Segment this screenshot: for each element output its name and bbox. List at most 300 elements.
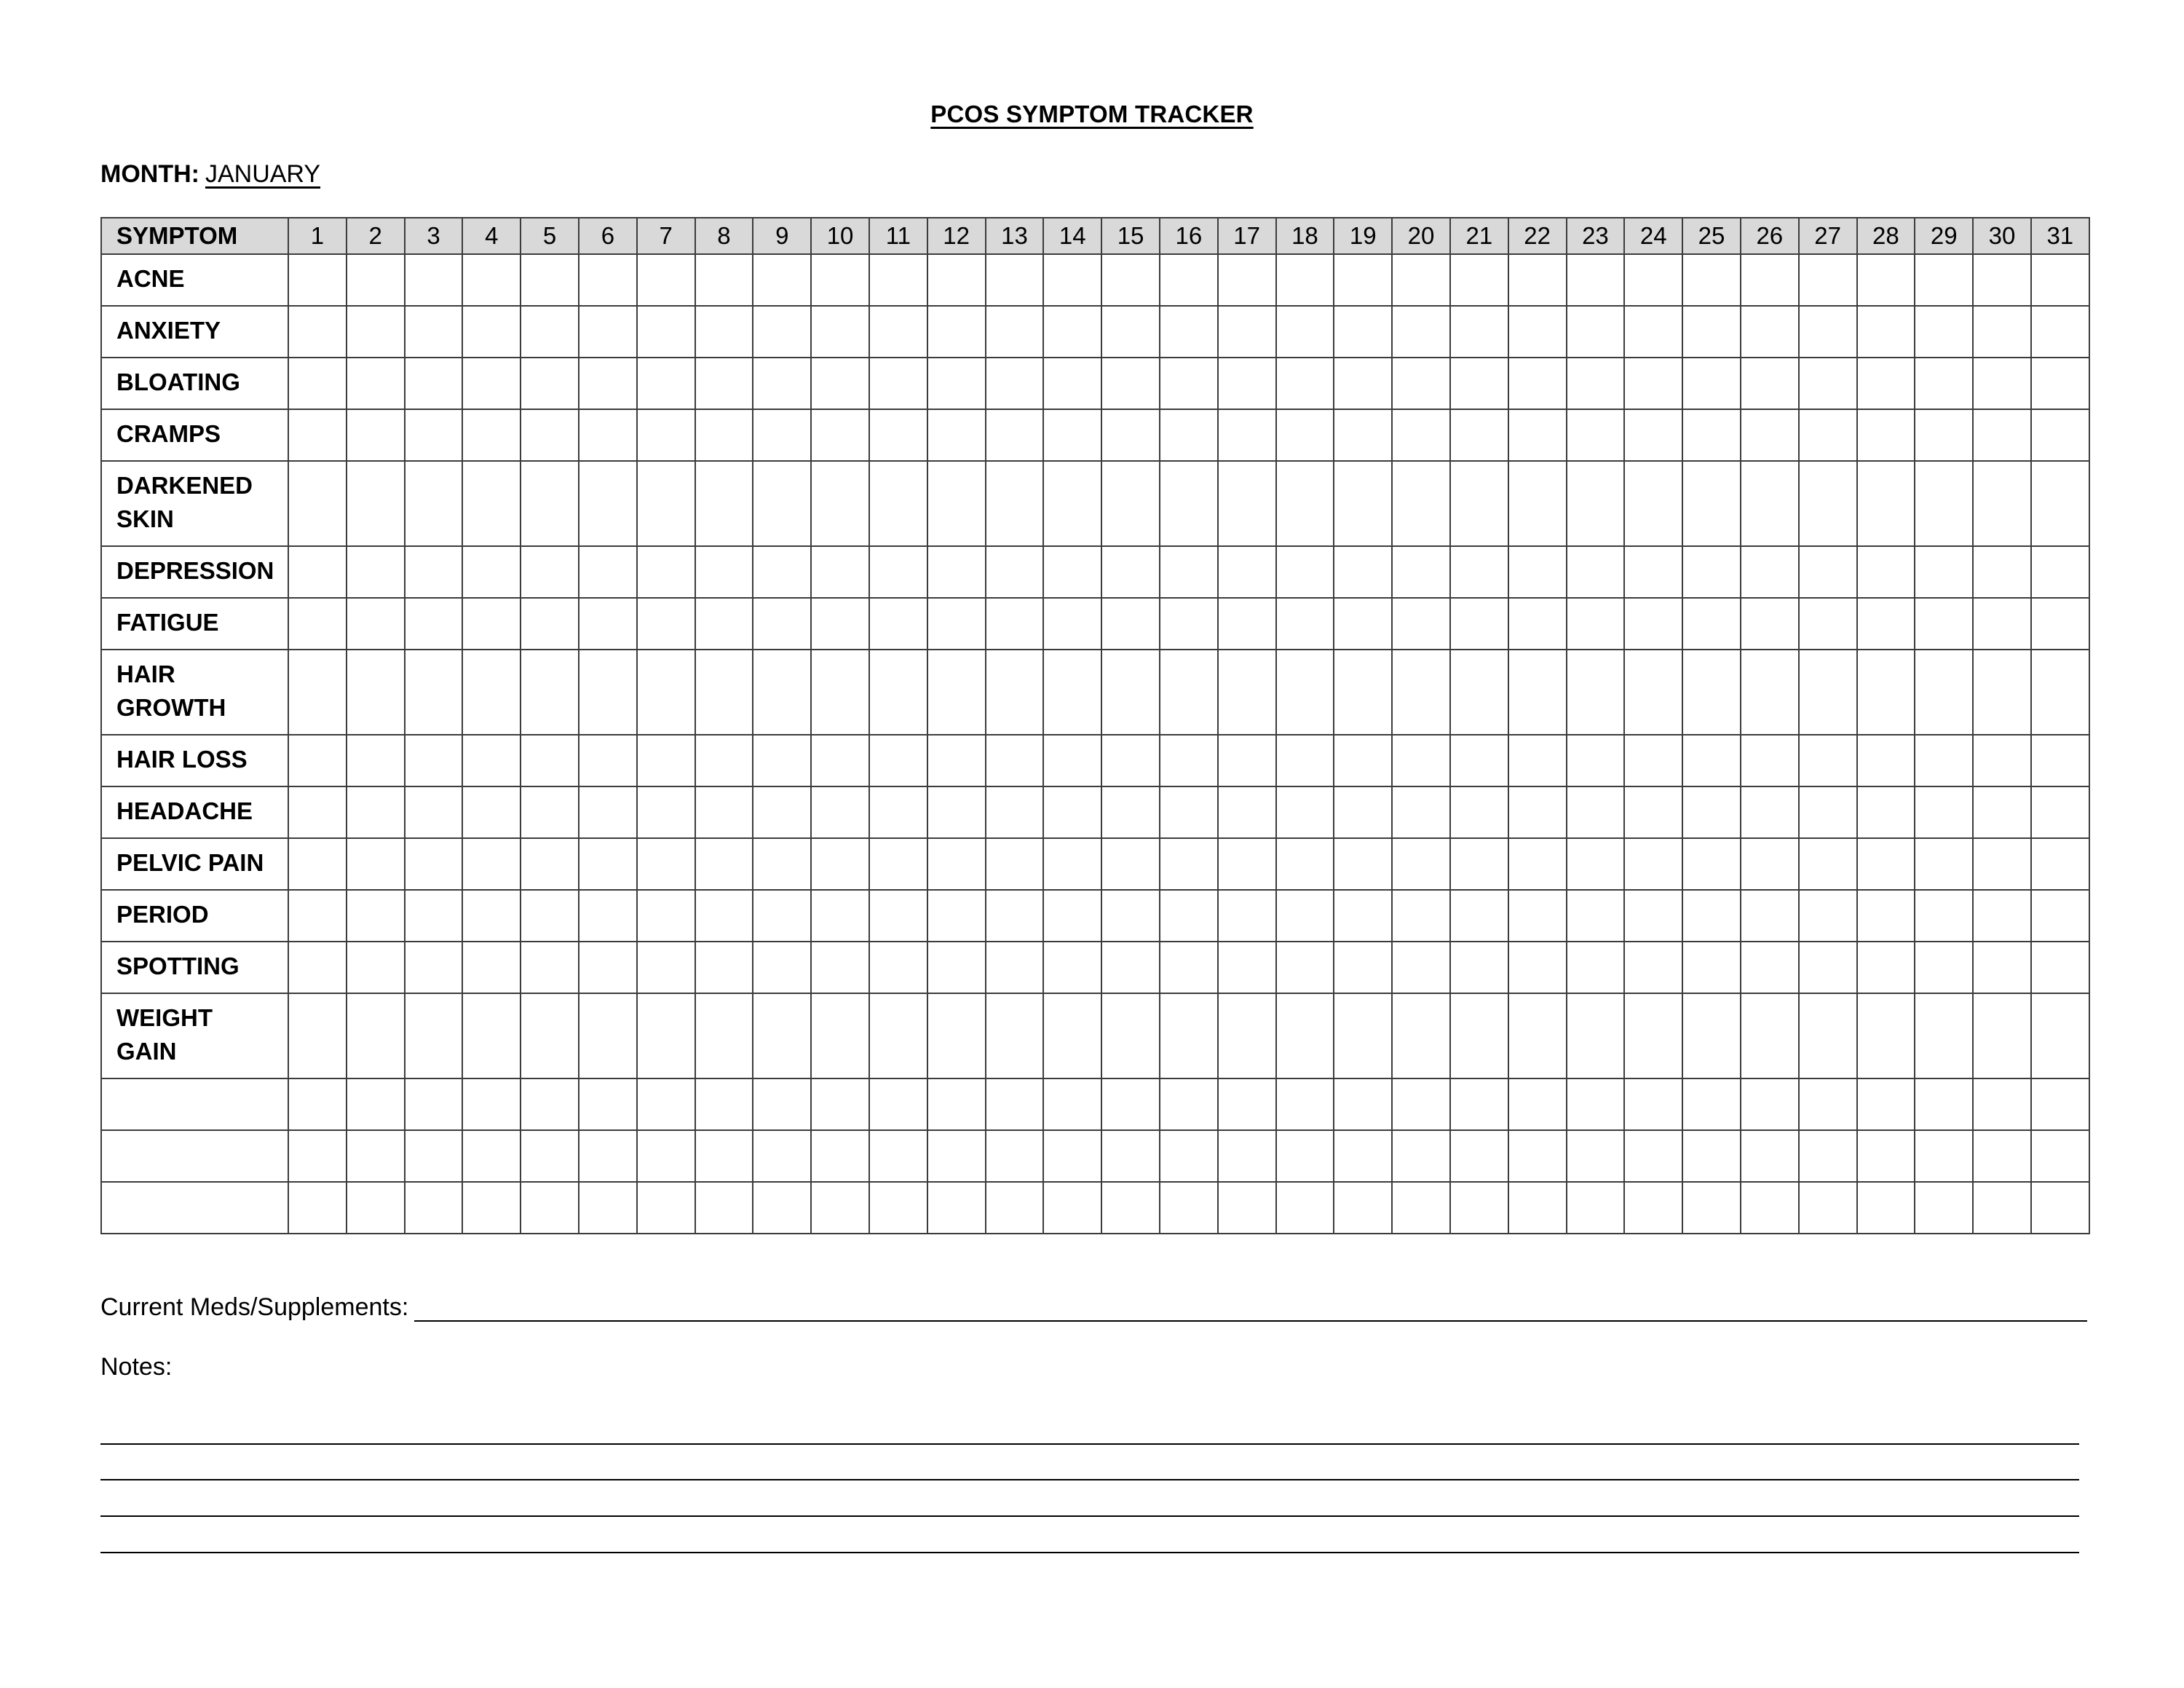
day-cell[interactable]	[1682, 1130, 1741, 1182]
day-cell[interactable]	[1043, 650, 1101, 735]
day-cell[interactable]	[579, 461, 637, 546]
day-cell[interactable]	[1276, 650, 1334, 735]
day-cell[interactable]	[1160, 1078, 1218, 1130]
day-cell[interactable]	[637, 1182, 695, 1234]
day-cell[interactable]	[1450, 735, 1508, 786]
day-cell[interactable]	[1624, 461, 1682, 546]
day-cell[interactable]	[1450, 461, 1508, 546]
day-cell[interactable]	[1043, 546, 1101, 598]
day-cell[interactable]	[986, 735, 1044, 786]
day-cell[interactable]	[288, 306, 347, 358]
day-cell[interactable]	[1392, 461, 1450, 546]
day-cell[interactable]	[753, 598, 811, 650]
day-cell[interactable]	[1276, 735, 1334, 786]
day-cell[interactable]	[1973, 1182, 2031, 1234]
day-cell[interactable]	[637, 254, 695, 306]
day-cell[interactable]	[695, 1182, 753, 1234]
day-cell[interactable]	[1682, 1078, 1741, 1130]
day-cell[interactable]	[1567, 254, 1625, 306]
day-cell[interactable]	[1043, 598, 1101, 650]
day-cell[interactable]	[1799, 598, 1857, 650]
day-cell[interactable]	[1508, 1078, 1567, 1130]
day-cell[interactable]	[1160, 786, 1218, 838]
day-cell[interactable]	[1973, 890, 2031, 942]
day-cell[interactable]	[1741, 546, 1799, 598]
day-cell[interactable]	[1508, 735, 1567, 786]
day-cell[interactable]	[521, 546, 579, 598]
day-cell[interactable]	[1334, 409, 1392, 461]
day-cell[interactable]	[521, 735, 579, 786]
day-cell[interactable]	[1915, 993, 1973, 1078]
day-cell[interactable]	[1101, 650, 1160, 735]
day-cell[interactable]	[637, 461, 695, 546]
day-cell[interactable]	[1682, 598, 1741, 650]
day-cell[interactable]	[347, 358, 405, 409]
day-cell[interactable]	[753, 890, 811, 942]
day-cell[interactable]	[869, 838, 927, 890]
day-cell[interactable]	[811, 546, 869, 598]
day-cell[interactable]	[1857, 598, 1915, 650]
day-cell[interactable]	[637, 546, 695, 598]
day-cell[interactable]	[1915, 598, 1973, 650]
day-cell[interactable]	[462, 358, 521, 409]
day-cell[interactable]	[2031, 735, 2089, 786]
day-cell[interactable]	[811, 1182, 869, 1234]
day-cell[interactable]	[579, 546, 637, 598]
day-cell[interactable]	[1508, 1182, 1567, 1234]
day-cell[interactable]	[986, 306, 1044, 358]
day-cell[interactable]	[1508, 786, 1567, 838]
day-cell[interactable]	[1392, 1078, 1450, 1130]
day-cell[interactable]	[1508, 1130, 1567, 1182]
day-cell[interactable]	[1160, 358, 1218, 409]
day-cell[interactable]	[1043, 409, 1101, 461]
day-cell[interactable]	[869, 1130, 927, 1182]
day-cell[interactable]	[1276, 993, 1334, 1078]
day-cell[interactable]	[1682, 786, 1741, 838]
day-cell[interactable]	[927, 942, 986, 993]
day-cell[interactable]	[1915, 546, 1973, 598]
day-cell[interactable]	[579, 1078, 637, 1130]
day-cell[interactable]	[1276, 546, 1334, 598]
day-cell[interactable]	[2031, 993, 2089, 1078]
day-cell[interactable]	[2031, 1078, 2089, 1130]
day-cell[interactable]	[1218, 786, 1276, 838]
day-cell[interactable]	[986, 650, 1044, 735]
day-cell[interactable]	[753, 254, 811, 306]
day-cell[interactable]	[927, 546, 986, 598]
day-cell[interactable]	[1915, 461, 1973, 546]
day-cell[interactable]	[521, 1130, 579, 1182]
day-cell[interactable]	[1450, 838, 1508, 890]
day-cell[interactable]	[405, 461, 463, 546]
day-cell[interactable]	[1508, 254, 1567, 306]
day-cell[interactable]	[1915, 358, 1973, 409]
day-cell[interactable]	[1218, 942, 1276, 993]
day-cell[interactable]	[1160, 598, 1218, 650]
day-cell[interactable]	[1334, 942, 1392, 993]
day-cell[interactable]	[462, 735, 521, 786]
day-cell[interactable]	[1799, 735, 1857, 786]
day-cell[interactable]	[1276, 838, 1334, 890]
day-cell[interactable]	[1682, 993, 1741, 1078]
day-cell[interactable]	[1218, 735, 1276, 786]
day-cell[interactable]	[1160, 1130, 1218, 1182]
day-cell[interactable]	[1392, 358, 1450, 409]
day-cell[interactable]	[1799, 890, 1857, 942]
day-cell[interactable]	[1741, 598, 1799, 650]
day-cell[interactable]	[1450, 306, 1508, 358]
day-cell[interactable]	[521, 409, 579, 461]
day-cell[interactable]	[288, 786, 347, 838]
day-cell[interactable]	[1857, 650, 1915, 735]
day-cell[interactable]	[2031, 942, 2089, 993]
symptom-label[interactable]	[101, 1182, 288, 1234]
day-cell[interactable]	[1218, 650, 1276, 735]
day-cell[interactable]	[579, 993, 637, 1078]
day-cell[interactable]	[1741, 409, 1799, 461]
day-cell[interactable]	[927, 650, 986, 735]
day-cell[interactable]	[1334, 838, 1392, 890]
day-cell[interactable]	[2031, 890, 2089, 942]
day-cell[interactable]	[695, 358, 753, 409]
day-cell[interactable]	[1741, 735, 1799, 786]
day-cell[interactable]	[1276, 1078, 1334, 1130]
day-cell[interactable]	[462, 598, 521, 650]
day-cell[interactable]	[347, 838, 405, 890]
day-cell[interactable]	[1741, 358, 1799, 409]
day-cell[interactable]	[405, 546, 463, 598]
day-cell[interactable]	[347, 254, 405, 306]
day-cell[interactable]	[1857, 735, 1915, 786]
day-cell[interactable]	[986, 1182, 1044, 1234]
day-cell[interactable]	[986, 786, 1044, 838]
day-cell[interactable]	[1973, 786, 2031, 838]
day-cell[interactable]	[1450, 1078, 1508, 1130]
day-cell[interactable]	[637, 598, 695, 650]
day-cell[interactable]	[869, 1182, 927, 1234]
day-cell[interactable]	[1218, 838, 1276, 890]
day-cell[interactable]	[695, 254, 753, 306]
day-cell[interactable]	[2031, 358, 2089, 409]
day-cell[interactable]	[637, 650, 695, 735]
day-cell[interactable]	[462, 942, 521, 993]
day-cell[interactable]	[1915, 786, 1973, 838]
day-cell[interactable]	[753, 1130, 811, 1182]
day-cell[interactable]	[1218, 409, 1276, 461]
day-cell[interactable]	[1682, 890, 1741, 942]
day-cell[interactable]	[811, 786, 869, 838]
day-cell[interactable]	[637, 993, 695, 1078]
day-cell[interactable]	[1043, 735, 1101, 786]
day-cell[interactable]	[1682, 838, 1741, 890]
day-cell[interactable]	[1450, 1182, 1508, 1234]
day-cell[interactable]	[579, 358, 637, 409]
day-cell[interactable]	[1450, 1130, 1508, 1182]
day-cell[interactable]	[927, 409, 986, 461]
day-cell[interactable]	[579, 942, 637, 993]
notes-line[interactable]	[100, 1515, 2079, 1517]
day-cell[interactable]	[1624, 786, 1682, 838]
day-cell[interactable]	[1973, 1078, 2031, 1130]
day-cell[interactable]	[753, 650, 811, 735]
day-cell[interactable]	[288, 1182, 347, 1234]
day-cell[interactable]	[1101, 942, 1160, 993]
day-cell[interactable]	[637, 306, 695, 358]
day-cell[interactable]	[986, 461, 1044, 546]
day-cell[interactable]	[405, 786, 463, 838]
day-cell[interactable]	[1973, 546, 2031, 598]
day-cell[interactable]	[1101, 838, 1160, 890]
day-cell[interactable]	[405, 306, 463, 358]
day-cell[interactable]	[288, 461, 347, 546]
day-cell[interactable]	[1741, 786, 1799, 838]
day-cell[interactable]	[1450, 942, 1508, 993]
day-cell[interactable]	[579, 786, 637, 838]
day-cell[interactable]	[1973, 409, 2031, 461]
day-cell[interactable]	[1567, 306, 1625, 358]
day-cell[interactable]	[1160, 942, 1218, 993]
day-cell[interactable]	[753, 306, 811, 358]
day-cell[interactable]	[1101, 786, 1160, 838]
day-cell[interactable]	[1799, 546, 1857, 598]
day-cell[interactable]	[811, 942, 869, 993]
day-cell[interactable]	[1450, 546, 1508, 598]
day-cell[interactable]	[695, 993, 753, 1078]
day-cell[interactable]	[521, 993, 579, 1078]
day-cell[interactable]	[1334, 306, 1392, 358]
notes-line[interactable]	[100, 1443, 2079, 1445]
day-cell[interactable]	[288, 993, 347, 1078]
day-cell[interactable]	[753, 1182, 811, 1234]
day-cell[interactable]	[288, 838, 347, 890]
day-cell[interactable]	[1799, 306, 1857, 358]
day-cell[interactable]	[521, 598, 579, 650]
day-cell[interactable]	[869, 993, 927, 1078]
day-cell[interactable]	[1276, 461, 1334, 546]
day-cell[interactable]	[1973, 358, 2031, 409]
day-cell[interactable]	[811, 358, 869, 409]
day-cell[interactable]	[637, 942, 695, 993]
day-cell[interactable]	[1741, 993, 1799, 1078]
day-cell[interactable]	[811, 838, 869, 890]
day-cell[interactable]	[637, 1078, 695, 1130]
day-cell[interactable]	[1799, 838, 1857, 890]
day-cell[interactable]	[405, 735, 463, 786]
day-cell[interactable]	[405, 890, 463, 942]
day-cell[interactable]	[1567, 358, 1625, 409]
day-cell[interactable]	[1857, 1130, 1915, 1182]
day-cell[interactable]	[1915, 306, 1973, 358]
day-cell[interactable]	[1276, 786, 1334, 838]
day-cell[interactable]	[1799, 1130, 1857, 1182]
symptom-label[interactable]	[101, 1078, 288, 1130]
day-cell[interactable]	[347, 890, 405, 942]
day-cell[interactable]	[869, 942, 927, 993]
day-cell[interactable]	[811, 598, 869, 650]
day-cell[interactable]	[1973, 598, 2031, 650]
day-cell[interactable]	[405, 650, 463, 735]
day-cell[interactable]	[579, 598, 637, 650]
day-cell[interactable]	[927, 461, 986, 546]
day-cell[interactable]	[1160, 409, 1218, 461]
day-cell[interactable]	[1101, 409, 1160, 461]
day-cell[interactable]	[1973, 1130, 2031, 1182]
day-cell[interactable]	[405, 1130, 463, 1182]
day-cell[interactable]	[1624, 650, 1682, 735]
day-cell[interactable]	[2031, 1182, 2089, 1234]
day-cell[interactable]	[1624, 1078, 1682, 1130]
day-cell[interactable]	[521, 942, 579, 993]
day-cell[interactable]	[1799, 409, 1857, 461]
day-cell[interactable]	[347, 461, 405, 546]
day-cell[interactable]	[405, 942, 463, 993]
day-cell[interactable]	[927, 306, 986, 358]
day-cell[interactable]	[986, 254, 1044, 306]
day-cell[interactable]	[1741, 254, 1799, 306]
day-cell[interactable]	[811, 890, 869, 942]
day-cell[interactable]	[927, 838, 986, 890]
day-cell[interactable]	[1682, 650, 1741, 735]
day-cell[interactable]	[1857, 306, 1915, 358]
day-cell[interactable]	[1799, 1182, 1857, 1234]
day-cell[interactable]	[1450, 254, 1508, 306]
day-cell[interactable]	[347, 1182, 405, 1234]
day-cell[interactable]	[1624, 598, 1682, 650]
day-cell[interactable]	[1741, 890, 1799, 942]
day-cell[interactable]	[1857, 1182, 1915, 1234]
day-cell[interactable]	[1508, 650, 1567, 735]
day-cell[interactable]	[2031, 838, 2089, 890]
day-cell[interactable]	[288, 890, 347, 942]
day-cell[interactable]	[521, 461, 579, 546]
day-cell[interactable]	[1857, 461, 1915, 546]
day-cell[interactable]	[1160, 735, 1218, 786]
day-cell[interactable]	[347, 409, 405, 461]
day-cell[interactable]	[462, 650, 521, 735]
day-cell[interactable]	[2031, 409, 2089, 461]
day-cell[interactable]	[869, 461, 927, 546]
day-cell[interactable]	[1276, 1182, 1334, 1234]
day-cell[interactable]	[1973, 650, 2031, 735]
day-cell[interactable]	[927, 993, 986, 1078]
day-cell[interactable]	[1392, 254, 1450, 306]
day-cell[interactable]	[579, 890, 637, 942]
day-cell[interactable]	[462, 1078, 521, 1130]
day-cell[interactable]	[986, 358, 1044, 409]
day-cell[interactable]	[1218, 890, 1276, 942]
day-cell[interactable]	[1508, 461, 1567, 546]
day-cell[interactable]	[405, 598, 463, 650]
day-cell[interactable]	[1450, 786, 1508, 838]
day-cell[interactable]	[462, 461, 521, 546]
day-cell[interactable]	[1276, 254, 1334, 306]
day-cell[interactable]	[1276, 306, 1334, 358]
day-cell[interactable]	[1218, 1130, 1276, 1182]
day-cell[interactable]	[1334, 254, 1392, 306]
day-cell[interactable]	[695, 942, 753, 993]
day-cell[interactable]	[753, 1078, 811, 1130]
day-cell[interactable]	[1915, 735, 1973, 786]
day-cell[interactable]	[1334, 546, 1392, 598]
day-cell[interactable]	[1276, 942, 1334, 993]
day-cell[interactable]	[811, 993, 869, 1078]
notes-line[interactable]	[100, 1479, 2079, 1480]
day-cell[interactable]	[1508, 358, 1567, 409]
day-cell[interactable]	[1857, 890, 1915, 942]
day-cell[interactable]	[1334, 358, 1392, 409]
day-cell[interactable]	[1682, 546, 1741, 598]
day-cell[interactable]	[1043, 838, 1101, 890]
day-cell[interactable]	[1101, 993, 1160, 1078]
day-cell[interactable]	[1043, 1130, 1101, 1182]
day-cell[interactable]	[1276, 890, 1334, 942]
day-cell[interactable]	[1857, 546, 1915, 598]
day-cell[interactable]	[462, 838, 521, 890]
day-cell[interactable]	[1915, 1078, 1973, 1130]
day-cell[interactable]	[1334, 461, 1392, 546]
day-cell[interactable]	[579, 409, 637, 461]
day-cell[interactable]	[1160, 1182, 1218, 1234]
day-cell[interactable]	[2031, 650, 2089, 735]
day-cell[interactable]	[1973, 254, 2031, 306]
day-cell[interactable]	[1741, 1182, 1799, 1234]
day-cell[interactable]	[1799, 942, 1857, 993]
day-cell[interactable]	[405, 1078, 463, 1130]
day-cell[interactable]	[462, 993, 521, 1078]
day-cell[interactable]	[1567, 1078, 1625, 1130]
day-cell[interactable]	[753, 546, 811, 598]
day-cell[interactable]	[637, 735, 695, 786]
day-cell[interactable]	[1160, 546, 1218, 598]
day-cell[interactable]	[347, 942, 405, 993]
day-cell[interactable]	[1101, 358, 1160, 409]
day-cell[interactable]	[1624, 409, 1682, 461]
day-cell[interactable]	[1973, 993, 2031, 1078]
meds-supplements-field[interactable]	[414, 1295, 2087, 1322]
day-cell[interactable]	[1508, 306, 1567, 358]
day-cell[interactable]	[1276, 598, 1334, 650]
day-cell[interactable]	[288, 598, 347, 650]
day-cell[interactable]	[1160, 890, 1218, 942]
day-cell[interactable]	[462, 786, 521, 838]
day-cell[interactable]	[1567, 993, 1625, 1078]
day-cell[interactable]	[637, 786, 695, 838]
day-cell[interactable]	[1682, 942, 1741, 993]
day-cell[interactable]	[637, 409, 695, 461]
day-cell[interactable]	[1624, 546, 1682, 598]
day-cell[interactable]	[521, 358, 579, 409]
day-cell[interactable]	[347, 786, 405, 838]
day-cell[interactable]	[1567, 650, 1625, 735]
day-cell[interactable]	[1857, 409, 1915, 461]
day-cell[interactable]	[986, 409, 1044, 461]
day-cell[interactable]	[1567, 942, 1625, 993]
day-cell[interactable]	[1799, 1078, 1857, 1130]
day-cell[interactable]	[1508, 598, 1567, 650]
day-cell[interactable]	[1682, 409, 1741, 461]
day-cell[interactable]	[1567, 735, 1625, 786]
day-cell[interactable]	[1624, 306, 1682, 358]
day-cell[interactable]	[1334, 598, 1392, 650]
day-cell[interactable]	[1741, 306, 1799, 358]
day-cell[interactable]	[405, 993, 463, 1078]
day-cell[interactable]	[1799, 358, 1857, 409]
day-cell[interactable]	[1624, 735, 1682, 786]
day-cell[interactable]	[753, 409, 811, 461]
day-cell[interactable]	[1799, 786, 1857, 838]
day-cell[interactable]	[986, 1130, 1044, 1182]
